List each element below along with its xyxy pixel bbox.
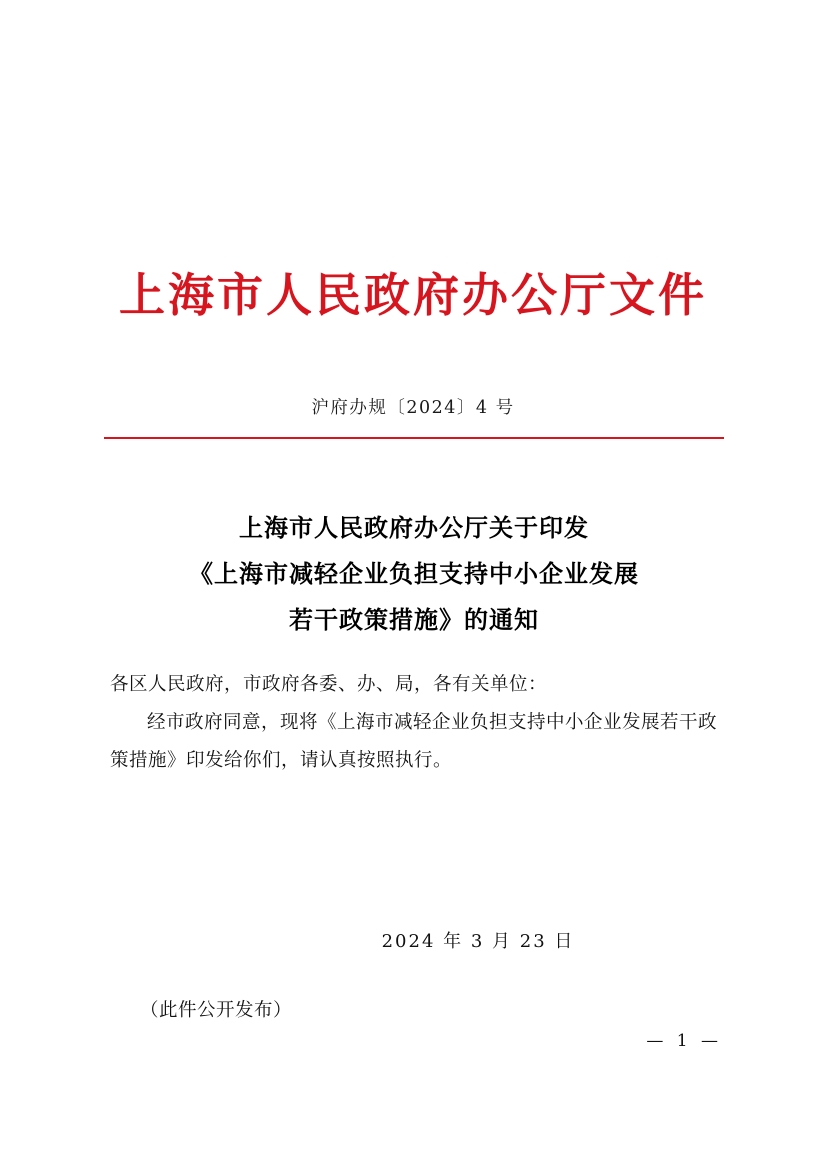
public-release-note: （此件公开发布） xyxy=(140,1000,293,1021)
document-date-text: 2024 年 3 月 23 日 xyxy=(381,931,575,952)
red-divider-rule xyxy=(104,437,724,439)
salutation-text: 各区人民政府，市政府各委、办、局，各有关单位： xyxy=(110,674,548,695)
title-line-3: 若干政策措施》的通知 xyxy=(289,605,539,634)
document-number: 沪府办规〔2024〕4 号 xyxy=(311,398,515,418)
document-title xyxy=(104,505,724,643)
document-masthead: 上海市人民政府办公厅文件 xyxy=(119,268,707,322)
title-line-2: 《上海市减轻企业负担支持中小企业发展 xyxy=(189,559,639,588)
title-line-1: 上海市人民政府办公厅关于印发 xyxy=(239,513,589,542)
page-number: — 1 — xyxy=(646,1031,722,1051)
body-paragraph: 经市政府同意，现将《上海市减轻企业负担支持中小企业发展若干政策措施》印发给你们，请认真按照执行。 xyxy=(110,712,718,771)
document-body xyxy=(110,666,726,780)
document-date xyxy=(110,927,726,953)
